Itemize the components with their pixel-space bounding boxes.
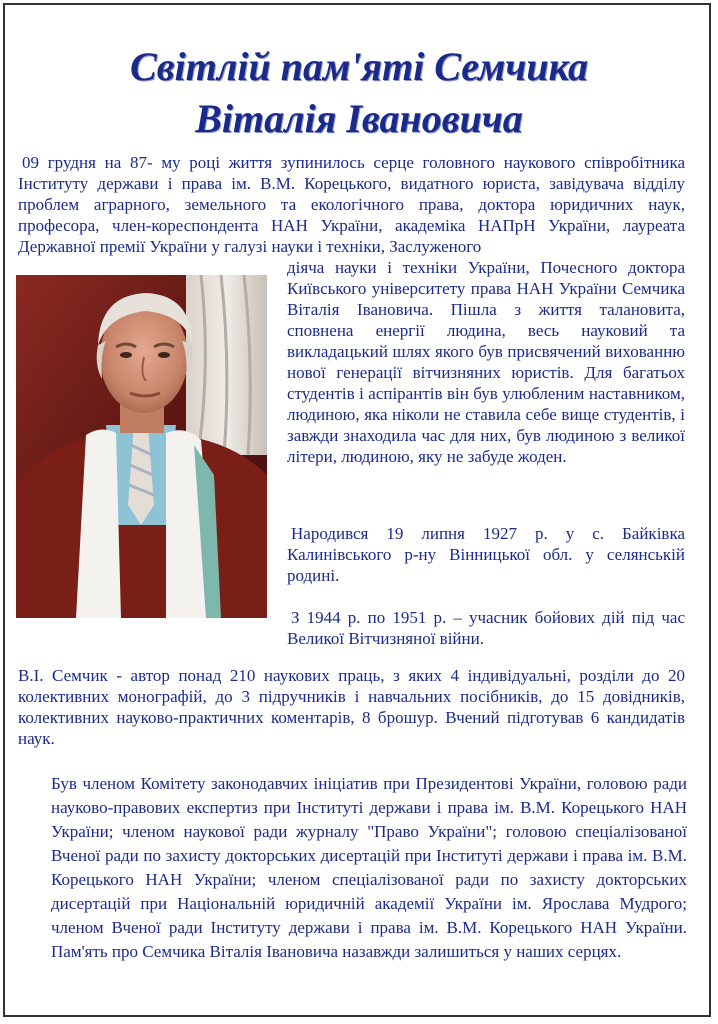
intro-paragraph-top: 09 грудня на 87- му році життя зупинилось серце головного наукового співробітника Інституту держави і права ім. В.М. Корецького, видатного юриста, завідувача відділу проблем аграрного, земельного та екологічного права, доктора юридичних наук, професора, член-кореспондента НАН України, академіка НАПрН України, лауреата Державної премії України у галузі науки і техніки, Заслуженого <box>18 153 685 256</box>
memorial-title-line-1: Світлій пам'яті Семчика <box>130 44 588 89</box>
works-paragraph: В.І. Семчик - автор понад 210 наукових праць, з яких 4 індивідуальні, розділи до 20 колективних монографій, до 3 підручників і навчальних посібників, до 15 довідників, колективних науково-практичних коментарів, 8 брошур. Вчений підготував 6 кандидатів наук. <box>18 666 685 748</box>
memorial-title-line-2: Віталія Івановича <box>195 96 523 141</box>
birth-paragraph: Народився 19 липня 1927 р. у с. Байківка Калинівського р-ну Вінницької обл. у селянській родині. <box>287 524 685 585</box>
membership-paragraph: Був членом Комітету законодавчих ініціатив при Президентові України, головою ради науково-правових експертиз при Інституті держави і права ім. В.М. Корецького НАН України; членом наукової ради журналу "Право України"; головою спеціалізованої Вченої ради по захисту докторських дисертацій при Інституті держави і права ім. В.М. Корецького НАН України; членом спеціалізованої ради по захисту докторських дисертацій при Національній юридичній академії України ім. Ярослава Мудрого; членом Вченої ради Інституту держави і права ім. В.М. Корецького НАН України. Пам'ять про Семчика Віталія Івановича назавжди залишиться у наших серцях. <box>51 774 687 961</box>
war-paragraph: З 1944 р. по 1951 р. – учасник бойових дій під час Великої Вітчизняної війни. <box>287 608 685 648</box>
portrait-photo <box>16 275 267 618</box>
intro-paragraph-side: діяча науки і техніки України, Почесного доктора Київського університету права НАН України Семчика Віталія Івановича. Пішла з життя талановита, сповнена енергії людина, весь науковий та викладацький шлях якого був присвячений вихованню нової генерації вітчизняних юристів. Для багатьох студентів і аспірантів він був улюбленим наставником, людиною, яка ніколи не ставила себе вище студентів, і завжди знаходила час для них, був людиною з великої літери, людиною, яку не забуде жоден. <box>287 258 685 466</box>
